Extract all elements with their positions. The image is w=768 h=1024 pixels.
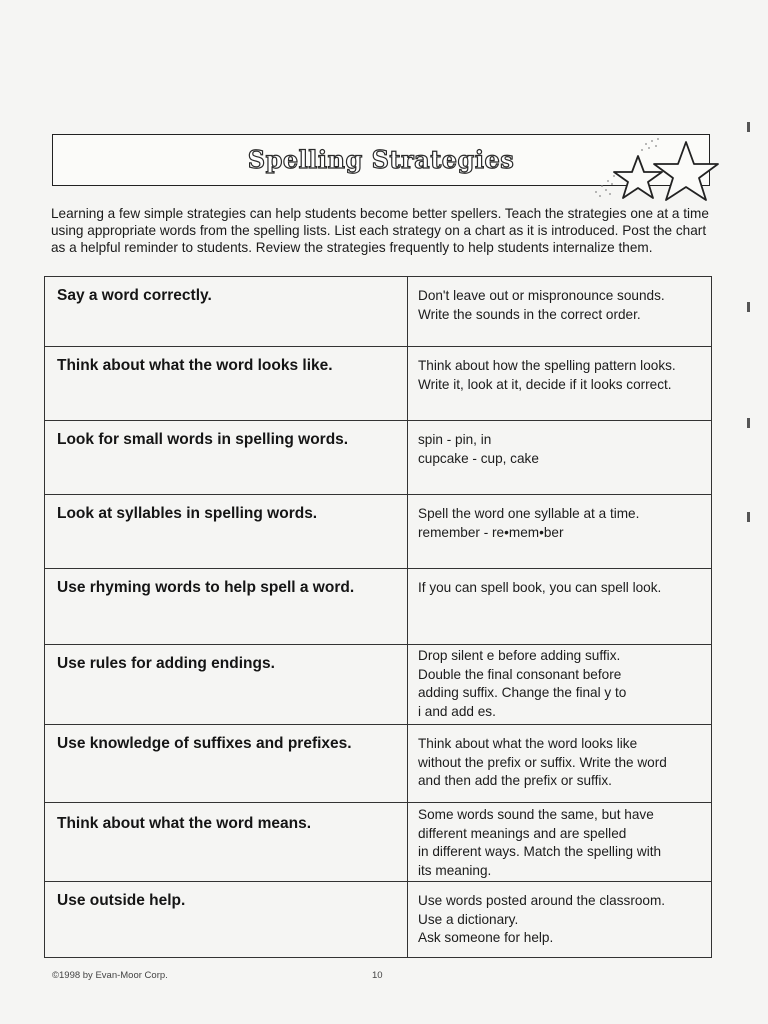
detail-line: Drop silent e before adding suffix. [418, 648, 621, 663]
detail-line: Don't leave out or mispronounce sounds. [418, 288, 665, 303]
table-row [45, 725, 712, 803]
strategy-label: Use outside help. [57, 892, 186, 909]
edge-mark [747, 302, 750, 312]
detail-line: remember - re•mem•ber [418, 524, 564, 540]
page-number: 10 [372, 970, 383, 981]
copyright-footer: ©1998 by Evan-Moor Corp. [52, 970, 168, 981]
detail-line: Double the final consonant before [418, 666, 622, 682]
page-title: Spelling Strategies [247, 145, 515, 174]
strategy-label: Use rhyming words to help spell a word. [57, 579, 355, 596]
detail-line: Use words posted around the classroom. [418, 893, 666, 908]
table-row [45, 495, 712, 569]
detail-line: Some words sound the same, but have [418, 807, 654, 822]
edge-mark [747, 122, 750, 132]
detail-line: Use a dictionary. [418, 911, 519, 927]
detail-line: Write the sounds in the correct order. [418, 306, 641, 322]
detail-line: without the prefix or suffix. Write the word [418, 754, 667, 770]
strategy-label: Think about what the word looks like. [57, 357, 333, 374]
detail-line: cupcake - cup, cake [418, 450, 539, 466]
table-row [45, 421, 712, 495]
detail-line: spin - pin, in [418, 432, 492, 447]
stars-icon [586, 134, 726, 214]
table-row [45, 277, 712, 347]
detail-line: different meanings and are spelled [418, 825, 627, 841]
detail-line: adding suffix. Change the final y to [418, 685, 627, 700]
detail-line: If you can spell book, you can spell look. [418, 580, 662, 595]
strategies-table [44, 276, 712, 958]
detail-line: in different ways. Match the spelling with [418, 844, 662, 859]
strategy-label: Use knowledge of suffixes and prefixes. [57, 735, 352, 752]
table-row [45, 347, 712, 421]
detail-line: Ask someone for help. [418, 930, 554, 945]
intro-paragraph: Learning a few simple strategies can help students become better spellers. Teach the strategies one at a time using appropriate words from the spelling lists. List each strategy on a chart as it is introduced. Post the chart as a helpful reminder to students. Review the strategies frequently to help students internalize them. [51, 206, 709, 255]
detail-line: Spell the word one syllable at a time. [418, 506, 640, 521]
edge-mark [747, 512, 750, 522]
strategy-label: Say a word correctly. [57, 287, 212, 304]
table-row [45, 882, 712, 958]
strategy-label: Look at syllables in spelling words. [57, 505, 318, 522]
table-row [45, 645, 712, 725]
detail-line: Write it, look at it, decide if it looks correct. [418, 376, 672, 392]
strategy-label: Use rules for adding endings. [57, 655, 275, 672]
edge-mark [747, 418, 750, 428]
detail-line: and then add the prefix or suffix. [418, 773, 612, 788]
strategy-label: Look for small words in spelling words. [57, 431, 349, 448]
detail-line: Think about what the word looks like [418, 736, 638, 751]
detail-line: Think about how the spelling pattern looks. [418, 358, 676, 373]
detail-line: i and add es. [418, 703, 496, 719]
strategy-label: Think about what the word means. [57, 815, 312, 832]
detail-line: its meaning. [418, 862, 492, 878]
table-row [45, 569, 712, 645]
table-row [45, 803, 712, 882]
